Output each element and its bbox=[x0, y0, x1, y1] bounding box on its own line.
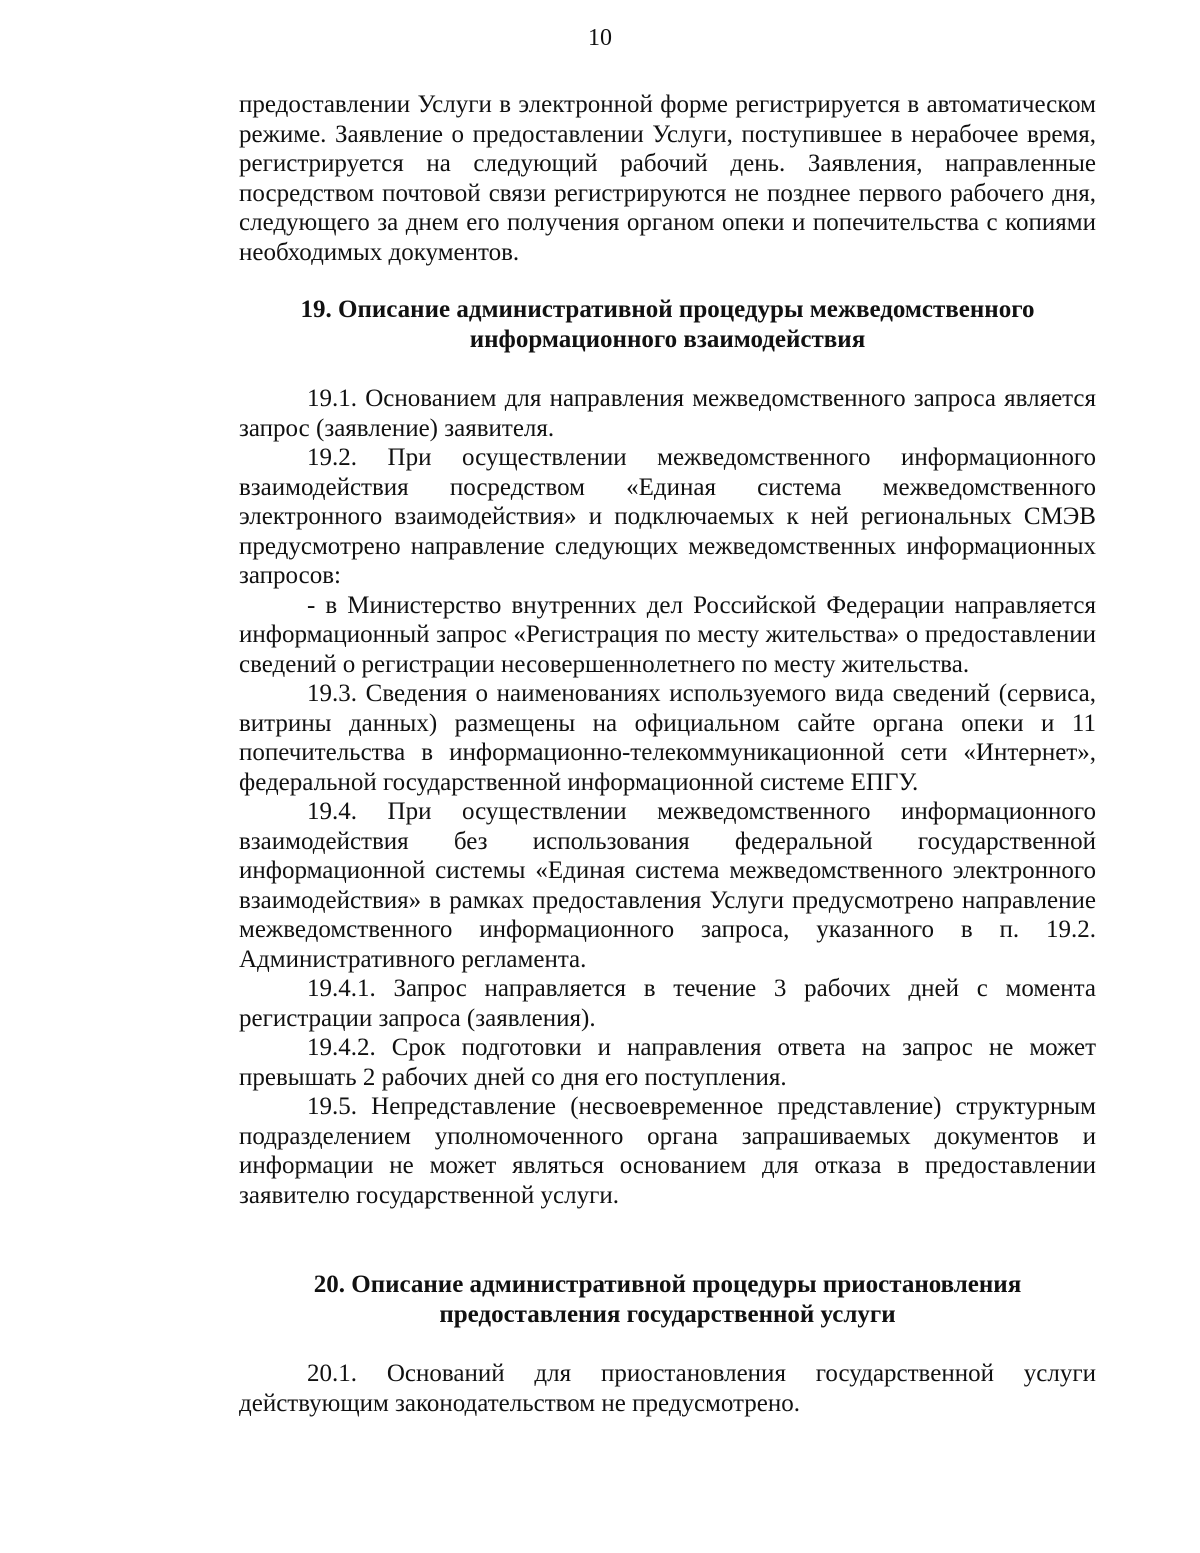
paragraph-continuation: предоставлении Услуги в электронной форме регистрируется в автоматическом режиме. Заявление о предоставлении Услуги, поступившее в нерабочее время, регистрируется на следующий рабочий день. Заявления, направленные посредством почтовой связи регистрируются не позднее первого рабочего дня, следующего за днем его получения органом опеки и попечительства с копиями необходимых документов. bbox=[239, 91, 1096, 266]
document-body bbox=[239, 90, 1096, 1418]
section-20-heading-line1: 20. Описание административной процедуры приостановления bbox=[313, 1271, 1022, 1298]
paragraph-19-1: 19.1. Основанием для направления межведомственного запроса является запрос (заявление) заявителя. bbox=[239, 385, 1096, 442]
section-19-heading-line1: 19. Описание административной процедуры межведомственного bbox=[300, 296, 1035, 323]
paragraph-19-4-1: 19.4.1. Запрос направляется в течение 3 рабочих дней с момента регистрации запроса (заявления). bbox=[239, 975, 1096, 1032]
paragraph-19-4-2: 19.4.2. Срок подготовки и направления ответа на запрос не может превышать 2 рабочих дней со дня его поступления. bbox=[239, 1034, 1096, 1091]
page-number: 10 bbox=[588, 25, 612, 51]
section-19-heading-line2: информационного взаимодействия bbox=[469, 325, 866, 353]
section-20-heading-line2: предоставления государственной услуги bbox=[439, 1300, 896, 1328]
paragraph-19-4: 19.4. При осуществлении межведомственного информационного взаимодействия без использования федеральной государственной информационной системы «Единая система межведомственного электронного взаимодействия» в рамках предоставления Услуги предусмотрено направление межведомственного информационного запроса, указанного в п. 19.2. Административного регламента. bbox=[239, 798, 1096, 973]
paragraph-20-1: 20.1. Оснований для приостановления государственной услуги действующим законодательством не предусмотрено. bbox=[239, 1360, 1096, 1417]
paragraph-19-2: 19.2. При осуществлении межведомственного информационного взаимодействия посредством «Единая система межведомственного электронного взаимодействия» и подключаемых к ней региональных СМЭВ предусмотрено направление следующих межведомственных информационных запросов: bbox=[239, 444, 1096, 589]
paragraph-19-2-item: - в Министерство внутренних дел Российской Федерации направляется информационный запрос «Регистрация по месту жительства» о предоставлении сведений о регистрации несовершеннолетнего по месту жительства. bbox=[239, 591, 1096, 678]
section-20-heading bbox=[239, 1270, 1096, 1329]
section-19-heading bbox=[239, 295, 1096, 354]
paragraph-19-3: 19.3. Сведения о наименованиях используемого вида сведений (сервиса, витрины данных) размещены на официальном сайте органа опеки и 11 попечительства в информационно-телекоммуникационной сети «Интернет», федеральной государственной информационной системе ЕПГУ. bbox=[239, 680, 1096, 796]
paragraph-19-5: 19.5. Непредставление (несвоевременное представление) структурным подразделением уполномоченного органа запрашиваемых документов и информации не может являться основанием для отказа в предоставлении заявителю государственной услуги. bbox=[239, 1093, 1096, 1209]
